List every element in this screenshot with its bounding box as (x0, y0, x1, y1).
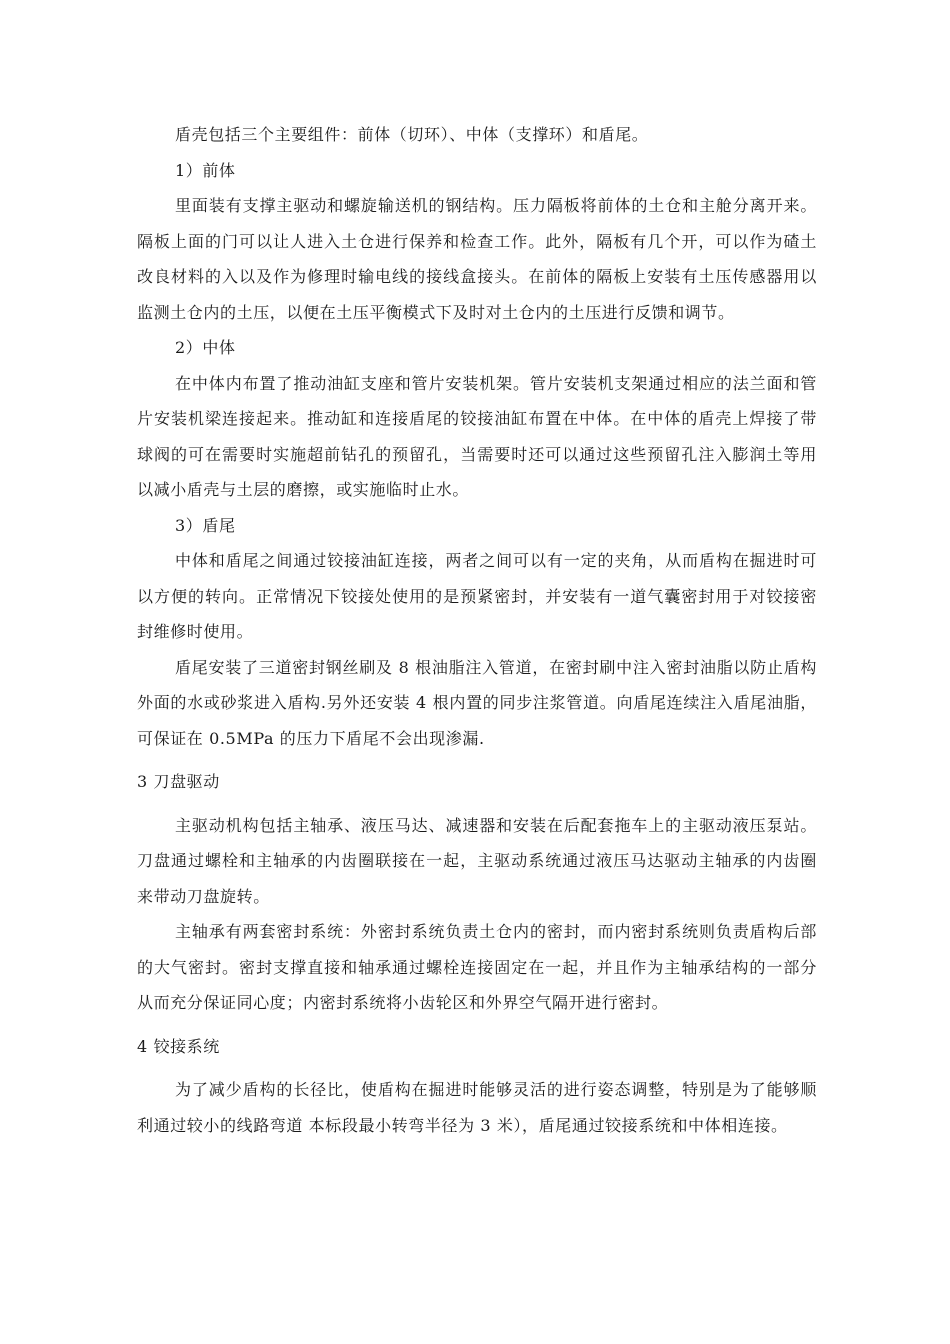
shield-tail-paragraph-2: 盾尾安装了三道密封钢丝刷及 8 根油脂注入管道，在密封刷中注入密封油脂以防止盾构外面的水或砂浆进入盾构.另外还安装 4 根内置的同步注浆管道。向盾尾连续注入盾尾油脂，可保证在 0.5MPa 的压力下盾尾不会出现渗漏. (137, 657, 817, 748)
articulation-system-paragraph: 为了减少盾构的长径比，使盾构在掘进时能够灵活的进行姿态调整，特别是为了能够顺利通过较小的线路弯道 本标段最小转弯半径为 3 米），盾尾通过铰接系统和中体相连接。 (137, 1080, 817, 1135)
subheading-middle-body: 2）中体 (175, 338, 236, 357)
section-heading-articulation-system: 4 铰接系统 (137, 1036, 220, 1056)
cutterhead-drive-paragraph-1: 主驱动机构包括主轴承、液压马达、减速器和安装在后配套拖车上的主驱动液压泵站。刀盘通过螺栓和主轴承的内齿圈联接在一起，主驱动系统通过液压马达驱动主轴承的内齿圈来带动刀盘旋转。 (137, 815, 817, 906)
subheading-shield-tail: 3）盾尾 (175, 515, 236, 535)
cutterhead-drive-paragraph-2: 主轴承有两套密封系统：外密封系统负责土仓内的密封，而内密封系统则负责盾构后部的大气密封。密封支撑直接和轴承通过螺栓连接固定在一起，并且作为主轴承结构的一部分从而充分保证同心度；内密封系统将小齿轮区和外界空气隔开进行密封。 (137, 922, 817, 1012)
middle-body-paragraph: 在中体内布置了推动油缸支座和管片安装机架。管片安装机支架通过相应的法兰面和管片安装机梁连接起来。推动缸和连接盾尾的铰接油缸布置在中体。在中体的盾壳上焊接了带球阀的可在需要时实施超前钻孔的预留孔，当需要时还可以通过这些预留孔注入膨润土等用以减小盾壳与土层的磨擦，或实施临时止水。 (137, 373, 817, 499)
shield-tail-paragraph-1: 中体和盾尾之间通过铰接油缸连接，两者之间可以有一定的夹角，从而盾构在掘进时可以方便的转向。正常情况下铰接处使用的是预紧密封，并安装有一道气囊密封用于对铰接密封维修时使用。 (137, 551, 817, 641)
subheading-front-body: 1）前体 (175, 160, 236, 180)
section-heading-cutterhead-drive: 3 刀盘驱动 (137, 772, 220, 791)
front-body-paragraph: 里面装有支撑主驱动和螺旋输送机的钢结构。压力隔板将前体的土仓和主舱分离开来。隔板上面的门可以让人进入土仓进行保养和检查工作。此外，隔板有几个开，可以作为碴土改良材料的入以及作为修理时输电线的接线盒接头。在前体的隔板上安装有土压传感器用以监测土仓内的土压，以便在土压平衡模式下及时对土仓内的土压进行反馈和调节。 (137, 196, 817, 322)
intro-paragraph: 盾壳包括三个主要组件：前体（切环）、中体（支撑环）和盾尾。 (175, 125, 649, 144)
document-body (137, 117, 817, 1143)
